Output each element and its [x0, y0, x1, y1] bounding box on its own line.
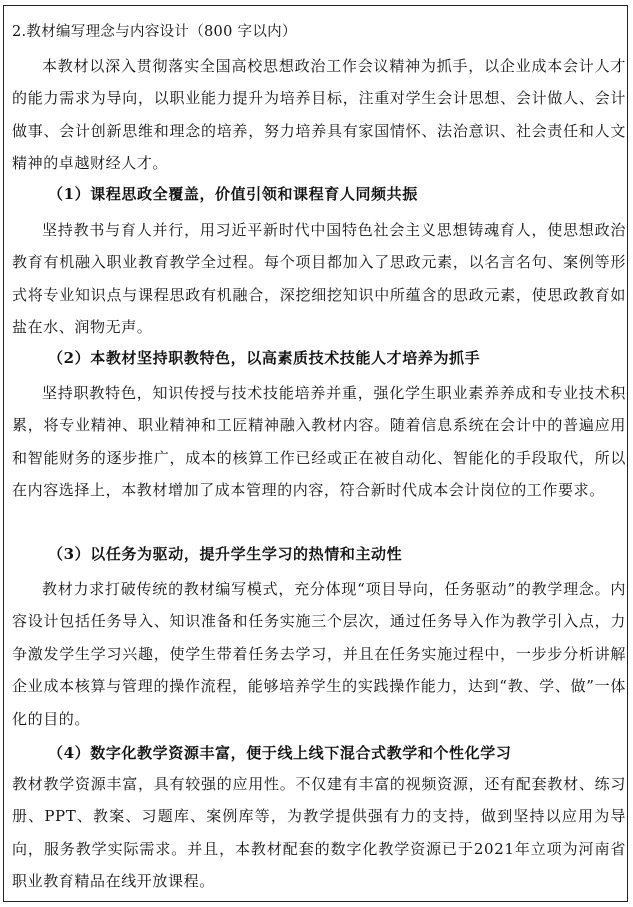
intro-paragraph: 本教材以深入贯彻落实全国高校思想政治工作会议精神为抓手，以企业成本会计人才的能力需求为导向，以职业能力提升为培养目标，注重对学生会计思想、会计做人、会计做事、会计创新思维和理念的培养，努力培养具有家国情怀、法治意识、社会责任和人文精神的卓越财经人才。 — [12, 57, 626, 173]
section-4-heading: （4）数字化教学资源丰富，便于线上线下混合式教学和个性化学习 — [48, 744, 512, 762]
section-2-heading: （2）本教材坚持职教特色，以高素质技术技能人才培养为抓手 — [48, 349, 481, 367]
section-3-heading: （3）以任务为驱动，提升学生学习的热情和主动性 — [48, 545, 403, 563]
section-title: 2.教材编写理念与内容设计（800 字以内） — [12, 24, 297, 40]
section-1-heading: （1）课程思政全覆盖，价值引领和课程育人同频共振 — [48, 185, 418, 203]
section-3-body: 教材力求打破传统的教材编写模式，充分体现“项目导向，任务驱动”的教学理念。内容设计包括任务导入、知识准备和任务实施三个层次，通过任务导入作为教学引入点，力争激发学生学习兴趣，使学生带着任务去学习，并且在任务实施过程中，一步步分析讲解企业成本核算与管理的操作流程，能够培养学生的实践操作能力，达到“教、学、做”一体化的目的。 — [12, 580, 626, 728]
document-frame — [3, 5, 628, 902]
section-4-body: 教材教学资源丰富，具有较强的应用性。不仅建有丰富的视频资源，还有配套教材、练习册、PPT、教案、习题库、案例库等，为教学提供强有力的支持，做到坚持以应用为导向，服务教学实际需求。并且，本教材配套的数字化教学资源已于2021年立项为河南省职业教育精品在线开放课程。 — [12, 775, 626, 891]
section-1-body: 坚持教书与育人并行，用习近平新时代中国特色社会主义思想铸魂育人，使思想政治教育有机融入职业教育教学全过程。每个项目都加入了思政元素，以名言名句、案例等形式将专业知识点与课程思政有机融合，深挖细挖知识中所蕴含的思政元素，使思政教育如盐在水、润物无声。 — [12, 221, 626, 337]
section-2-body: 坚持职教特色，知识传授与技术技能培养并重，强化学生职业素养养成和专业技术积累，将专业精神、职业精神和工匠精神融入教材内容。随着信息系统在会计中的普遍应用和智能财务的逐步推广，成本的核算工作已经或正在被自动化、智能化的手段取代，所以在内容选择上，本教材增加了成本管理的内容，符合新时代成本会计岗位的工作要求。 — [12, 384, 626, 500]
